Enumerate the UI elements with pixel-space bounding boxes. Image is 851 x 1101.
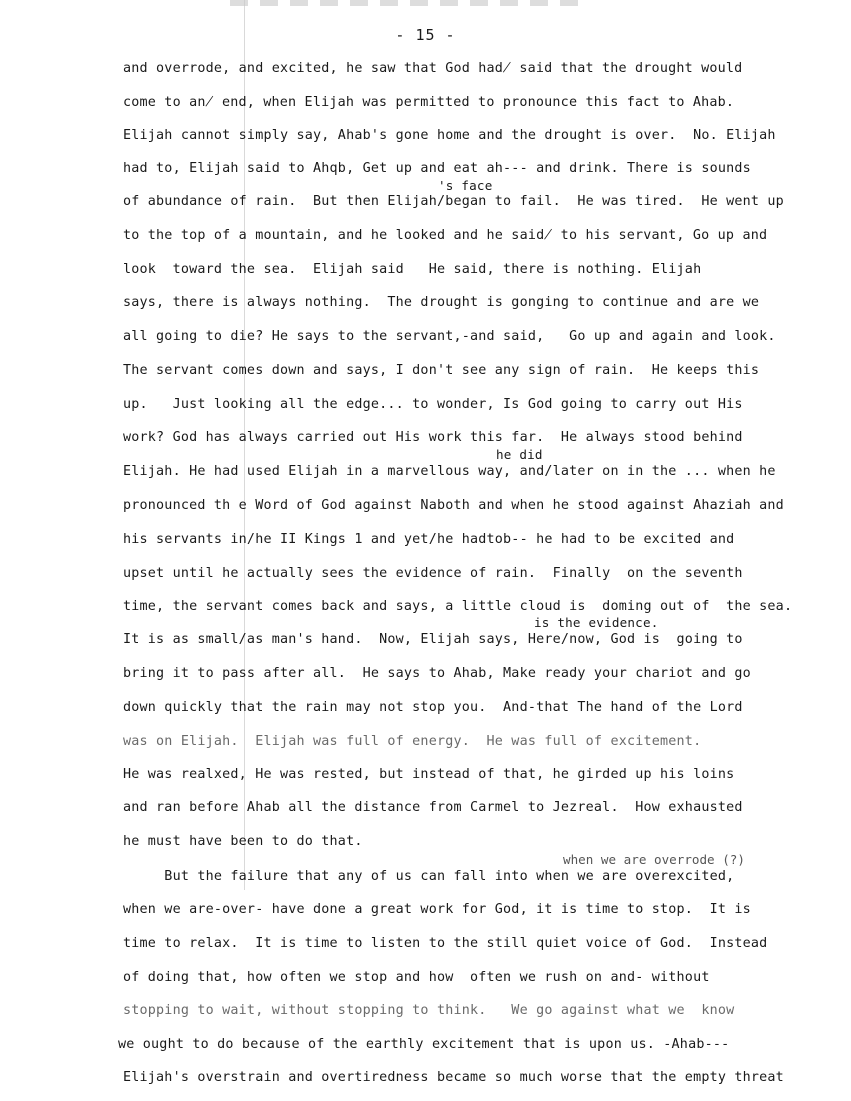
text-line: look toward the sea. Elijah said He said, there is nothing. Elijah [123,262,702,277]
handwritten-note: when we are overrode (?) [563,852,745,867]
text-line: he must have been to do that. [123,834,363,849]
interlinear-insertion: he did [496,447,543,462]
text-line: It is as small/as man's hand. Now, Elijah says, Here/now, God is going to [123,632,743,647]
text-line: down quickly that the rain may not stop you. And-that The hand of the Lord [123,700,743,715]
text-line: But the failure that any of us can fall into when we are overexcited, [123,869,735,884]
interlinear-insertion: 's face [438,178,493,193]
page-number: - 15 - [395,26,456,44]
text-line: up. Just looking all the edge... to wonder, Is God going to carry out His [123,397,743,412]
text-line: to the top of a mountain, and he looked and he said̸ to his servant, Go up and [123,228,768,243]
text-line: when we are-over- have done a great work for God, it is time to stop. It is [123,902,751,917]
text-line: stopping to wait, without stopping to think. We go against what we know [123,1003,735,1018]
text-line: Elijah cannot simply say, Ahab's gone home and the drought is over. No. Elijah [123,128,776,143]
text-line: and ran before Ahab all the distance from Carmel to Jezreal. How exhausted [123,800,743,815]
text-line: Elijah. He had used Elijah in a marvellous way, and/later on in the ... when he [123,464,776,479]
interlinear-insertion: is the evidence. [534,615,659,630]
text-line: and overrode, and excited, he saw that God had̸ said that the drought would [123,61,743,76]
text-line: He was realxed, He was rested, but instead of that, he girded up his loins [123,767,735,782]
text-line: of doing that, how often we stop and how often we rush on and- without [123,970,710,985]
text-line: Elijah's overstrain and overtiredness became so much worse that the empty threat [123,1070,784,1085]
text-line: work? God has always carried out His work this far. He always stood behind [123,430,743,445]
text-line: bring it to pass after all. He says to Ahab, Make ready your chariot and go [123,666,751,681]
text-line: says, there is always nothing. The drought is gonging to continue and are we [123,295,760,310]
text-line: was on Elijah. Elijah was full of energy. He was full of excitement. [123,734,702,749]
text-line: upset until he actually sees the evidence of rain. Finally on the seventh [123,566,743,581]
text-line: time to relax. It is time to listen to the still quiet voice of God. Instead [123,936,768,951]
text-line: his servants in/he II Kings 1 and yet/he hadtob-- he had to be excited and [123,532,735,547]
bleed-through-marks [230,0,590,6]
text-line: come to an̸ end, when Elijah was permitted to pronounce this fact to Ahab. [123,95,735,110]
text-line: of abundance of rain. But then Elijah/began to fail. He was tired. He went up [123,194,784,209]
text-line: The servant comes down and says, I don't see any sign of rain. He keeps this [123,363,760,378]
text-line: time, the servant comes back and says, a little cloud is doming out of the sea. [123,599,793,614]
text-line: we ought to do because of the earthly excitement that is upon us. -Ahab--- [118,1037,730,1052]
text-line: pronounced th e Word of God against Naboth and when he stood against Ahaziah and [123,498,784,513]
text-line: had to, Elijah said to Ahqb, Get up and eat ah--- and drink. There is sounds [123,161,751,176]
text-line: all going to die? He says to the servant,-and said, Go up and again and look. [123,329,776,344]
